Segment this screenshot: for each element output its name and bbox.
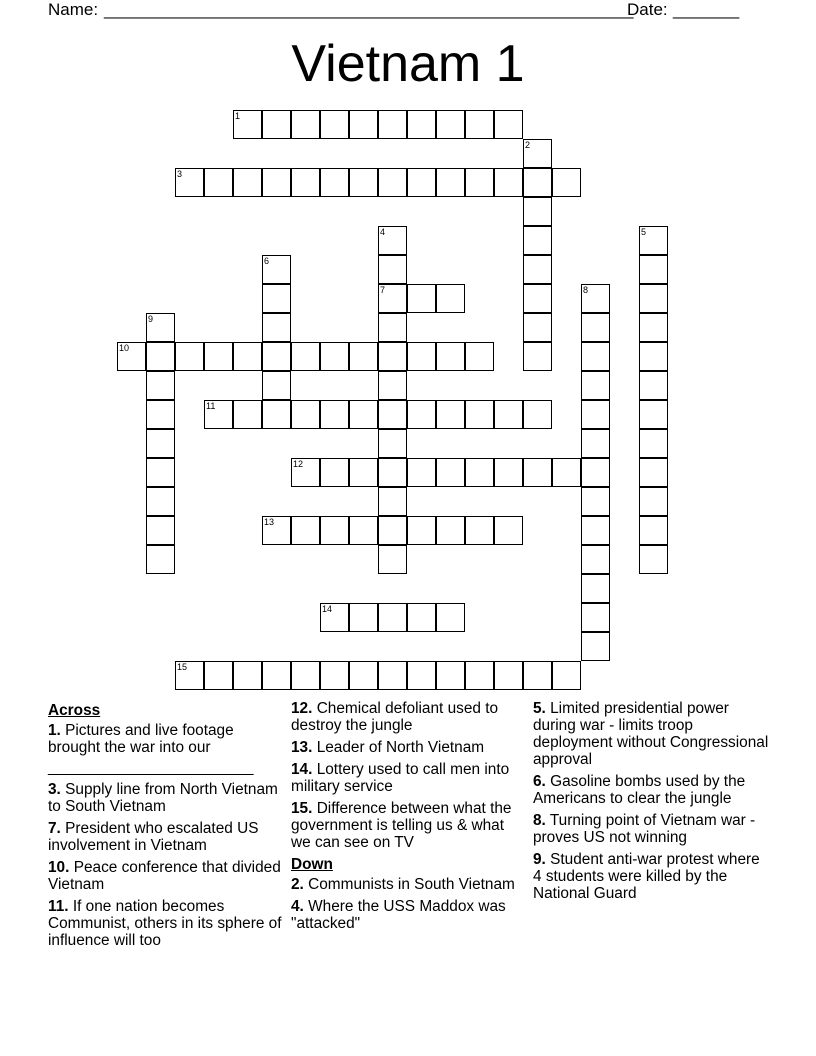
clue-across-14: 14. Lottery used to call men into military service (291, 761, 510, 795)
clues-column-3 (533, 700, 769, 907)
grid-cell[interactable] (378, 487, 407, 516)
grid-clue-number: 11 (206, 401, 216, 411)
grid-cell[interactable] (320, 110, 349, 139)
grid-cell[interactable] (378, 313, 407, 342)
grid-cell[interactable] (581, 371, 610, 400)
grid-clue-number: 5 (641, 227, 647, 237)
grid-cell[interactable] (378, 371, 407, 400)
grid-clue-number: 10 (119, 343, 130, 353)
grid-cell[interactable] (407, 342, 436, 371)
grid-cell[interactable] (639, 284, 668, 313)
grid-cell[interactable] (146, 400, 175, 429)
grid-cell[interactable] (262, 371, 291, 400)
grid-cell[interactable] (523, 197, 552, 226)
date-label: Date: (627, 0, 668, 19)
grid-cell[interactable] (407, 661, 436, 690)
grid-cell[interactable] (291, 516, 320, 545)
grid-cell[interactable] (407, 110, 436, 139)
grid-cell[interactable] (349, 458, 378, 487)
grid-cell[interactable] (407, 284, 436, 313)
grid-clue-number: 1 (235, 111, 241, 121)
grid-cell[interactable] (436, 168, 465, 197)
grid-clue-number: 12 (293, 459, 304, 469)
grid-clue-number: 7 (380, 285, 386, 295)
grid-cell[interactable] (581, 313, 610, 342)
grid-cell[interactable] (262, 110, 291, 139)
grid-cell[interactable] (233, 342, 262, 371)
grid-cell[interactable] (465, 342, 494, 371)
clue-across-15: 15. Difference between what the government is telling us & what we can see on TV (291, 800, 512, 851)
down-heading: Down (291, 856, 333, 873)
grid-clue-number: 8 (583, 285, 589, 295)
clue-down-8: 8. Turning point of Vietnam war - proves US not winning (533, 812, 756, 846)
grid-cell[interactable] (349, 661, 378, 690)
grid-clue-number: 3 (177, 169, 183, 179)
grid-cell[interactable] (494, 168, 523, 197)
clue-across-11: 11. If one nation becomes Communist, others in its sphere of influence will too (48, 898, 282, 949)
grid-cell[interactable] (175, 342, 204, 371)
grid-cell[interactable] (465, 661, 494, 690)
clue-across-7: 7. President who escalated US involvement in Vietnam (48, 820, 259, 854)
grid-cell[interactable] (523, 284, 552, 313)
grid-cell[interactable] (378, 516, 407, 545)
grid-cell[interactable] (581, 487, 610, 516)
grid-cell[interactable] (204, 168, 233, 197)
clue-across-1 (48, 722, 286, 776)
grid-cell[interactable] (523, 400, 552, 429)
grid-cell[interactable] (378, 255, 407, 284)
grid-cell[interactable] (146, 458, 175, 487)
grid-cell[interactable] (523, 313, 552, 342)
grid-cell[interactable] (407, 458, 436, 487)
grid-cell[interactable] (465, 168, 494, 197)
grid-cell[interactable] (581, 516, 610, 545)
grid-cell[interactable] (581, 603, 610, 632)
grid-cell[interactable] (465, 110, 494, 139)
grid-cell[interactable] (581, 545, 610, 574)
clues-column-2 (291, 700, 523, 937)
grid-cell[interactable] (378, 342, 407, 371)
grid-clue-number: 13 (264, 517, 275, 527)
grid-cell[interactable] (320, 516, 349, 545)
clue-text: Pictures and live footage brought the war into our (48, 722, 234, 756)
grid-cell[interactable] (233, 168, 262, 197)
grid-clue-number: 4 (380, 227, 386, 237)
clue-down-9: 9. Student anti-war protest where 4 students were killed by the National Guard (533, 851, 760, 902)
clue-down-6: 6. Gasoline bombs used by the Americans to clear the jungle (533, 773, 746, 807)
grid-cell[interactable] (552, 458, 581, 487)
grid-cell[interactable] (233, 661, 262, 690)
grid-cell[interactable] (204, 342, 233, 371)
clue-number: 1. (48, 722, 61, 739)
grid-cell[interactable] (436, 516, 465, 545)
clue-down-2: 2. Communists in South Vietnam (291, 876, 515, 893)
grid-cell[interactable] (378, 661, 407, 690)
grid-cell[interactable] (581, 632, 610, 661)
name-field[interactable]: ________________________________________________________ (104, 0, 634, 19)
grid-cell[interactable] (349, 400, 378, 429)
grid-cell[interactable] (262, 313, 291, 342)
grid-cell[interactable] (494, 661, 523, 690)
clue-blank: ________________________ (48, 759, 254, 776)
grid-cell[interactable] (552, 168, 581, 197)
grid-cell[interactable] (639, 371, 668, 400)
grid-cell[interactable] (494, 458, 523, 487)
grid-cell[interactable] (436, 342, 465, 371)
grid-cell[interactable] (523, 661, 552, 690)
clue-across-12: 12. Chemical defoliant used to destroy the jungle (291, 700, 499, 734)
grid-cell[interactable] (639, 400, 668, 429)
grid-cell[interactable] (407, 516, 436, 545)
grid-cell[interactable] (581, 342, 610, 371)
clue-across-3: 3. Supply line from North Vietnam to South Vietnam (48, 781, 278, 815)
grid-cell[interactable] (523, 168, 552, 197)
grid-cell[interactable] (204, 661, 233, 690)
grid-cell[interactable] (494, 400, 523, 429)
grid-cell[interactable] (233, 400, 262, 429)
clue-down-4: 4. Where the USS Maddox was "attacked" (291, 898, 506, 932)
grid-cell[interactable] (291, 168, 320, 197)
grid-cell[interactable] (639, 487, 668, 516)
grid-cell[interactable] (436, 284, 465, 313)
grid-cell[interactable] (581, 574, 610, 603)
grid-cell[interactable] (378, 429, 407, 458)
grid-cell[interactable] (262, 400, 291, 429)
grid-cell[interactable] (291, 342, 320, 371)
grid-cell[interactable] (639, 516, 668, 545)
grid-cell[interactable] (407, 168, 436, 197)
grid-cell[interactable] (349, 603, 378, 632)
grid-cell[interactable] (465, 400, 494, 429)
across-heading: Across (48, 702, 101, 719)
grid-cell[interactable] (146, 545, 175, 574)
grid-cell[interactable] (407, 400, 436, 429)
grid-cell[interactable] (494, 516, 523, 545)
name-label: Name: (48, 0, 99, 19)
grid-cell[interactable] (465, 458, 494, 487)
grid-cell[interactable] (291, 400, 320, 429)
grid-cell[interactable] (146, 487, 175, 516)
grid-cell[interactable] (291, 661, 320, 690)
grid-cell[interactable] (639, 458, 668, 487)
grid-cell[interactable] (552, 661, 581, 690)
grid-cell[interactable] (436, 458, 465, 487)
grid-clue-number: 15 (177, 662, 188, 672)
grid-cell[interactable] (320, 168, 349, 197)
grid-cell[interactable] (291, 110, 320, 139)
grid-cell[interactable] (146, 342, 175, 371)
date-field[interactable]: _______ (673, 0, 740, 19)
grid-cell[interactable] (523, 226, 552, 255)
grid-cell[interactable] (436, 110, 465, 139)
grid-cell[interactable] (320, 661, 349, 690)
grid-cell[interactable] (523, 342, 552, 371)
grid-clue-number: 14 (322, 604, 333, 614)
clues-column-1 (48, 700, 286, 954)
grid-cell[interactable] (494, 110, 523, 139)
grid-clue-number: 2 (525, 140, 531, 150)
clue-across-13: 13. Leader of North Vietnam (291, 739, 485, 756)
grid-cell[interactable] (146, 371, 175, 400)
grid-cell[interactable] (262, 661, 291, 690)
grid-cell[interactable] (378, 400, 407, 429)
grid-cell[interactable] (262, 284, 291, 313)
grid-cell[interactable] (639, 255, 668, 284)
grid-cell[interactable] (639, 429, 668, 458)
grid-cell[interactable] (523, 255, 552, 284)
grid-cell[interactable] (436, 661, 465, 690)
grid-cell[interactable] (320, 400, 349, 429)
grid-cell[interactable] (639, 545, 668, 574)
grid-cell[interactable] (320, 458, 349, 487)
grid-cell[interactable] (581, 429, 610, 458)
grid-cell[interactable] (407, 603, 436, 632)
clue-across-10: 10. Peace conference that divided Vietnam (48, 859, 281, 893)
grid-cell[interactable] (465, 516, 494, 545)
grid-cell[interactable] (378, 603, 407, 632)
grid-cell[interactable] (581, 400, 610, 429)
grid-cell[interactable] (436, 400, 465, 429)
grid-cell[interactable] (146, 516, 175, 545)
grid-cell[interactable] (639, 342, 668, 371)
grid-clue-number: 9 (148, 314, 154, 324)
grid-cell[interactable] (262, 168, 291, 197)
grid-cell[interactable] (523, 458, 552, 487)
grid-cell[interactable] (349, 516, 378, 545)
grid-cell[interactable] (639, 313, 668, 342)
clue-down-5: 5. Limited presidential power during war - limits troop deployment without Congressional approval (533, 700, 769, 768)
grid-cell[interactable] (378, 168, 407, 197)
grid-cell[interactable] (378, 458, 407, 487)
grid-clue-number: 6 (264, 256, 270, 266)
grid-cell[interactable] (378, 545, 407, 574)
grid-cell[interactable] (146, 429, 175, 458)
grid-cell[interactable] (262, 342, 291, 371)
grid-cell[interactable] (378, 110, 407, 139)
grid-cell[interactable] (581, 458, 610, 487)
grid-cell[interactable] (436, 603, 465, 632)
page-title: Vietnam 1 (291, 35, 525, 93)
grid-cell[interactable] (349, 168, 378, 197)
grid-cell[interactable] (349, 342, 378, 371)
grid-cell[interactable] (349, 110, 378, 139)
grid-cell[interactable] (320, 342, 349, 371)
